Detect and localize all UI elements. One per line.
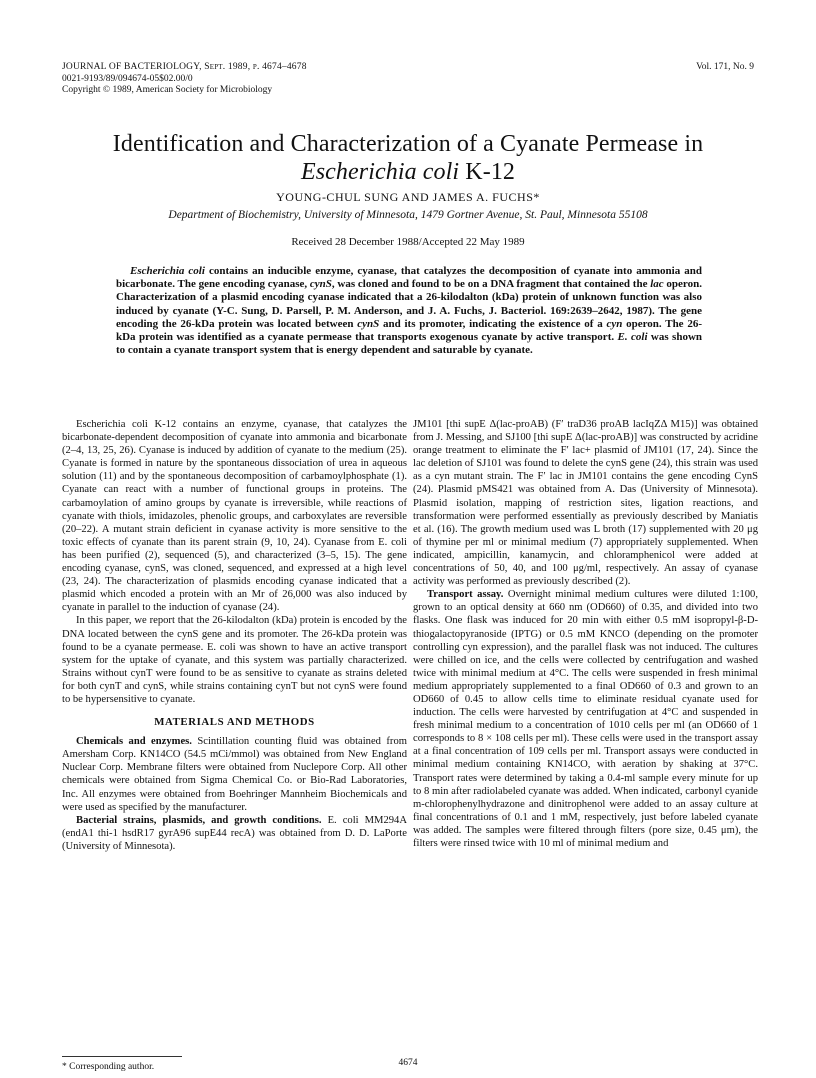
chemicals-paragraph: [62, 735, 407, 814]
transport-text: Overnight minimal medium cultures were diluted 1:100, grown to an optical density at 660 nm (OD660) of 0.35, and divided into two flasks. One flask was induced for 20 min with either 0.5 mM isopropyl-β-D-thiogalactopyranoside (IPTG) or 0.5 mM KNCO (depending on the promoter controlling cyn expression), and the parallel flask was not induced. The cultures were chilled on ice, and the cells were collected by centrifugation and washed twice with minimal medium at 4°C. The cells were suspended in fresh minimal medium appropriately supplemented to a final OD660 of 0.3 and grown to an OD660 of 0.45 to allow cells time to eliminate residual cyanate used for induction. The cells were harvested by centrifugation at 4°C and suspended in fresh minimal medium to a concentration of 1010 cells per ml (an OD660 of 1 corresponds to 8 × 108 cells per ml). These cells were used in the transport assay at a final concentration of 109 cells per ml. Transport assays were conducted in minimal medium containing KN14CO, with aeration by shaking at 37°C. Transport rates were determined by taking a 0.4-ml sample every minute for up to 8 min after radiolabeled cyanate was added. When indicated, carbonyl cyanide m-chlorophenylhydrazone and dinitrophenol were added to an assay culture at final concentrations of 0.1 and 1 mM, respectively, just before labeled cyanate was added. The samples were filtered through filters (pore size, 0.45 μm), the filters were rinsed twice with 10 ml of minimal medium and: [413, 589, 759, 849]
strains-continued-paragraph: JM101 [thi supE Δ(lac-proAB) (F′ traD36 proAB lacIqZΔ M15)] was obtained from J. Messing, and SJ100 [thi supE Δ(lac-proAB)] was constructed by acridine orange treatment to eliminate the F′ lac+ plasmid of JM101 (17, 24). Since the lac deletion of SJ101 was found to delete the cynS gene (24), this strain was used as a cyn mutant strain. The F′ lac in JM101 contains the gene encoding CynS (24). Plasmid pMS421 was obtained from A. Das (University of Minnesota). Plasmid isolation, mapping of restriction sites, ligation reactions, and transformation were performed essentially as previously described by Maniatis et al. (16). The growth medium used was L broth (17) supplemented with 20 μg of thymine per ml or minimal medium (7) appropriately supplemented. When indicated, ampicillin, kanamycin, and chloramphenicol were added at concentrations of 50, 40, and 100 μg/ml, respectively. An assay of cyanase activity was performed as previously described (2).: [413, 419, 758, 588]
strains-heading: Bacterial strains, plasmids, and growth conditions.: [76, 814, 322, 826]
title-line-2: [40, 158, 776, 186]
abstract-text: operon. Characterization of a plasmid encoding cyanase indicated that a 26-kilodalton (kDa) protein of unknown function was also induced by cyanate (Y-C. Sung, D. Parsell, P. M. Anderson, and J. A. Fuchs, J. Bacteriol. 169:2639–2642, 1987). The gene encoding the 26-kDa protein was located between: [116, 278, 702, 330]
transport-paragraph: [413, 588, 758, 850]
intro-paragraph-1: Escherichia coli K-12 contains an enzyme, cyanase, that catalyzes the bicarbonate-dependent decomposition of cyanate into ammonia and bicarbonate (2–4, 13, 25, 26). Cyanase is induced by addition of cyanate to the medium (25). Cyanate is formed in nature by the spontaneous dissociation of urea in aqueous solution (11) and by the spontaneous decomposition of carbamoylphosphate (1). Cyanate can react with a number of functional groups in proteins. The carbamoylation of amino groups by cyanate is irreversible, while reactions of cyanate with thiols, imidazoles, phenolic groups, and carboxylates are reversible (20–22). A mutant strain deficient in cyanase activity is more sensitive to the toxic effects of cyanate than its parent strain (9, 10, 24). Cyanase from E. coli has been purified (2), sequenced (5), and characterized (3–5, 15). The gene encoding cyanase, cynS, was cloned, sequenced, and expressed at a high level (23, 24). The characterization of plasmids encoding cyanase indicated that a plasmid which encoded a protein with an Mr of 26,000 was also induced by cyanate in parallel to the induction of cyanase (24).: [62, 419, 407, 614]
abstract-text: cyn: [606, 317, 623, 330]
section-heading-materials-methods: MATERIALS AND METHODS: [154, 716, 315, 729]
title-organism: Escherichia coli: [300, 159, 460, 185]
abstract-text: , was cloned and found to be on a DNA fragment that contained the: [331, 278, 651, 291]
authors: YOUNG-CHUL SUNG AND JAMES A. FUCHS*: [276, 190, 540, 204]
strains-text: E. coli MM294A (endA1 thi-1 hsdR17 gyrA96 supE44 recA) was obtained from D. D. LaPorte (University of Minnesota).: [62, 814, 407, 852]
abstract-text: E. coli: [617, 331, 648, 344]
abstract: [116, 265, 702, 357]
page-number: 4674: [398, 1058, 418, 1068]
issn-line: 0021-9193/89/094674-05$02.00/0: [62, 73, 193, 84]
strains-paragraph: [62, 814, 407, 853]
chemicals-heading: Chemicals and enzymes.: [76, 736, 192, 748]
abstract-text: was shown to contain a cyanate transport system that is energy dependent and saturable by cyanate.: [116, 331, 703, 357]
title-strain: K-12: [459, 159, 516, 185]
right-column: [413, 418, 758, 850]
left-column: [62, 418, 407, 853]
journal-citation: JOURNAL OF BACTERIOLOGY, Sept. 1989, p. 4674–4678: [62, 62, 307, 72]
copyright-line: Copyright © 1989, American Society for Microbiology: [62, 85, 273, 95]
footnote: * Corresponding author.: [62, 1062, 155, 1072]
abstract-text: lac: [650, 278, 664, 291]
chemicals-text: Scintillation counting fluid was obtained from Amersham Corp. KN14CO (54.5 mCi/mmol) was obtained from New England Nuclear Corp. Membrane filters were obtained from Nuclepore Corp. All other chemicals were obtained from Sigma Chemical Co. or Bio-Rad Laboratories, Inc. All enzymes were obtained from Boehringer Mannheim Biochemicals and were used as specified by the manufacturer.: [62, 736, 407, 813]
abstract-text: contains an inducible enzyme, cyanase, that catalyzes the decomposition of cyanate into ammonia and bicarbonate. The gene encoding cyanase,: [116, 265, 702, 291]
title-line-1: Identification and Characterization of a Cyanate Permease in: [112, 131, 704, 157]
transport-heading: Transport assay.: [427, 589, 504, 601]
volume-line: Vol. 171, No. 9: [696, 62, 754, 72]
received-dates: Received 28 December 1988/Accepted 22 May 1989: [291, 236, 525, 248]
running-header: [62, 62, 307, 97]
abstract-text: Escherichia coli: [130, 265, 205, 277]
abstract-text: and its promoter, indicating the existence of a: [379, 317, 607, 330]
abstract-text: operon. The 26-kDa protein was identified as a cyanate permease that transports exogenous cyanate by active transport.: [116, 317, 702, 344]
abstract-text: cynS: [357, 317, 380, 330]
intro-paragraph-2: In this paper, we report that the 26-kilodalton (kDa) protein is encoded by the DNA located between the cynS gene and its promoter. The 26-kDa protein was found to be a cyanate permease. E. coli was shown to have an active transport system for the uptake of cyanate, and this system was partially characterized. Strains without cynT were found to be as sensitive to cyanate as strains deleted for both cynT and cynS, while strains containing cynT but not cynS were found to be hypersensitive to cyanate.: [62, 615, 407, 705]
abstract-text: cynS: [309, 278, 332, 291]
footnote-rule: [62, 1056, 182, 1057]
affiliation: Department of Biochemistry, University of Minnesota, 1479 Gortner Avenue, St. Paul, Minnesota 55108: [168, 209, 648, 221]
article-title: [40, 130, 776, 186]
